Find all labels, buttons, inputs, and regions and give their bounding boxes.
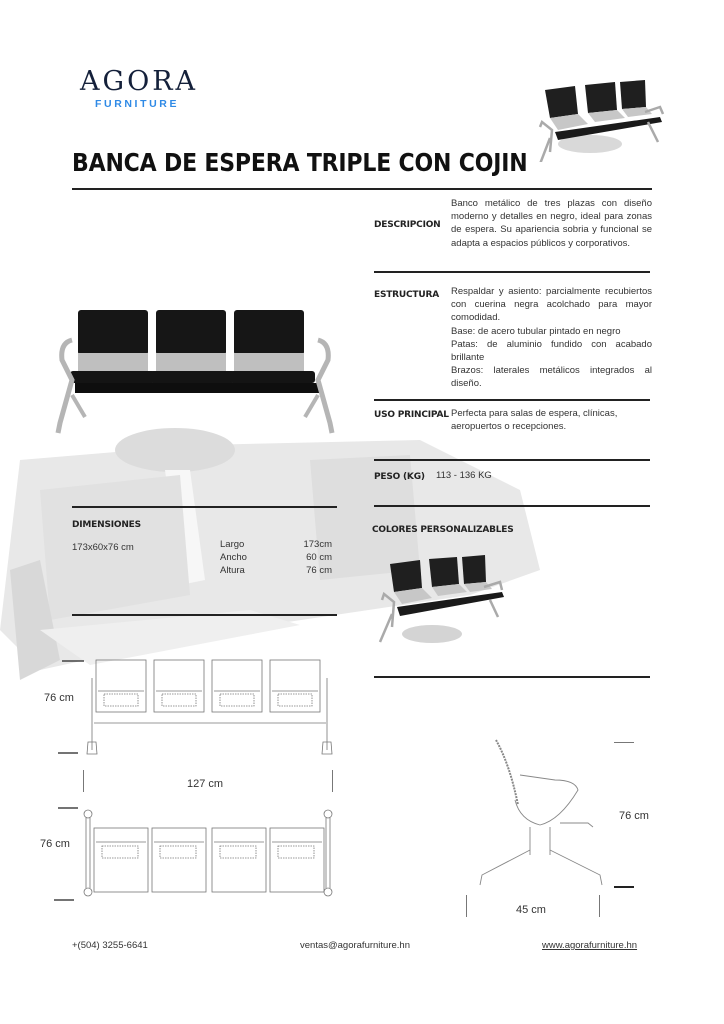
uso-principal-text: Perfecta para salas de espera, clínicas, aeropuertos o recepciones. <box>451 408 618 433</box>
dimension-name: Altura <box>220 565 245 577</box>
footer-phone[interactable]: +(504) 3255-6641 <box>72 940 148 951</box>
product-main-image <box>50 305 345 445</box>
estructura-line: Patas: de aluminio fundido con acabado brillante <box>451 338 652 364</box>
divider <box>374 399 650 401</box>
dimensiones-summary: 173x60x76 cm <box>72 542 134 553</box>
footer-email[interactable]: ventas@agorafurniture.hn <box>300 940 410 951</box>
width-marker-left <box>83 770 84 792</box>
colores-label: COLORES PERSONALIZABLES <box>372 525 514 535</box>
side-height-marker-top <box>614 742 634 743</box>
estructura-label: ESTRUCTURA <box>374 290 439 300</box>
width-marker-right <box>332 770 333 792</box>
top-view-drawing <box>40 800 350 910</box>
product-title: BANCA DE ESPERA TRIPLE CON COJIN <box>72 148 528 177</box>
dimension-row <box>220 538 332 551</box>
footer-website-link[interactable]: www.agorafurniture.hn <box>542 940 638 951</box>
side-depth-marker-left <box>466 895 467 917</box>
side-view-drawing <box>460 735 610 895</box>
brand-logo-subtitle: FURNITURE <box>95 98 180 110</box>
estructura-line: Respaldar y asiento: parcialmente recubiertos con cuerina negra acolchado para mayor comodidad. <box>451 286 652 324</box>
uso-principal-label: USO PRINCIPAL <box>374 410 449 420</box>
descripcion-label: DESCRIPCION <box>374 220 441 230</box>
dimensiones-table <box>220 538 332 578</box>
dimensiones-label: DIMENSIONES <box>72 520 141 530</box>
divider <box>374 676 650 678</box>
dimension-name: Ancho <box>220 552 247 564</box>
divider <box>72 614 337 616</box>
dimension-row <box>220 564 332 577</box>
divider <box>374 459 650 461</box>
top-depth-label: 76 cm <box>40 838 70 850</box>
side-depth-label: 45 cm <box>516 904 546 916</box>
estructura-line: Brazos: laterales metálicos integrados al diseño. <box>451 365 652 390</box>
divider <box>374 505 650 507</box>
brand-logo-name: AGORA <box>80 66 199 97</box>
dimension-value: 76 cm <box>306 565 332 577</box>
descripcion-text: Banco metálico de tres plazas con diseño moderno y detalles en negro, ideal para zonas de espera. Su apariencia sobria y funcional se adapta a espacios públicos y corporativos. <box>451 198 652 249</box>
dimension-value: 60 cm <box>306 552 332 564</box>
dimension-name: Largo <box>220 539 245 550</box>
estructura-line: Base: de acero tubular pintado en negro <box>451 325 621 337</box>
side-height-marker-bottom <box>614 886 634 888</box>
divider <box>374 271 650 273</box>
product-color-image <box>372 552 507 647</box>
product-thumbnail-top <box>530 72 665 162</box>
width-label: 127 cm <box>187 778 224 790</box>
estructura-text <box>451 285 652 391</box>
front-elevation-drawing <box>40 650 350 770</box>
peso-value: 113 - 136 KG <box>436 470 492 481</box>
side-depth-marker-right <box>599 895 600 917</box>
dimension-row <box>220 551 332 564</box>
front-height-label: 76 cm <box>44 692 74 704</box>
divider <box>72 188 652 190</box>
peso-label: PESO (KG) <box>374 472 425 482</box>
side-height-label: 76 cm <box>619 810 649 822</box>
divider <box>72 506 337 508</box>
dimension-value: 173cm <box>303 539 332 550</box>
